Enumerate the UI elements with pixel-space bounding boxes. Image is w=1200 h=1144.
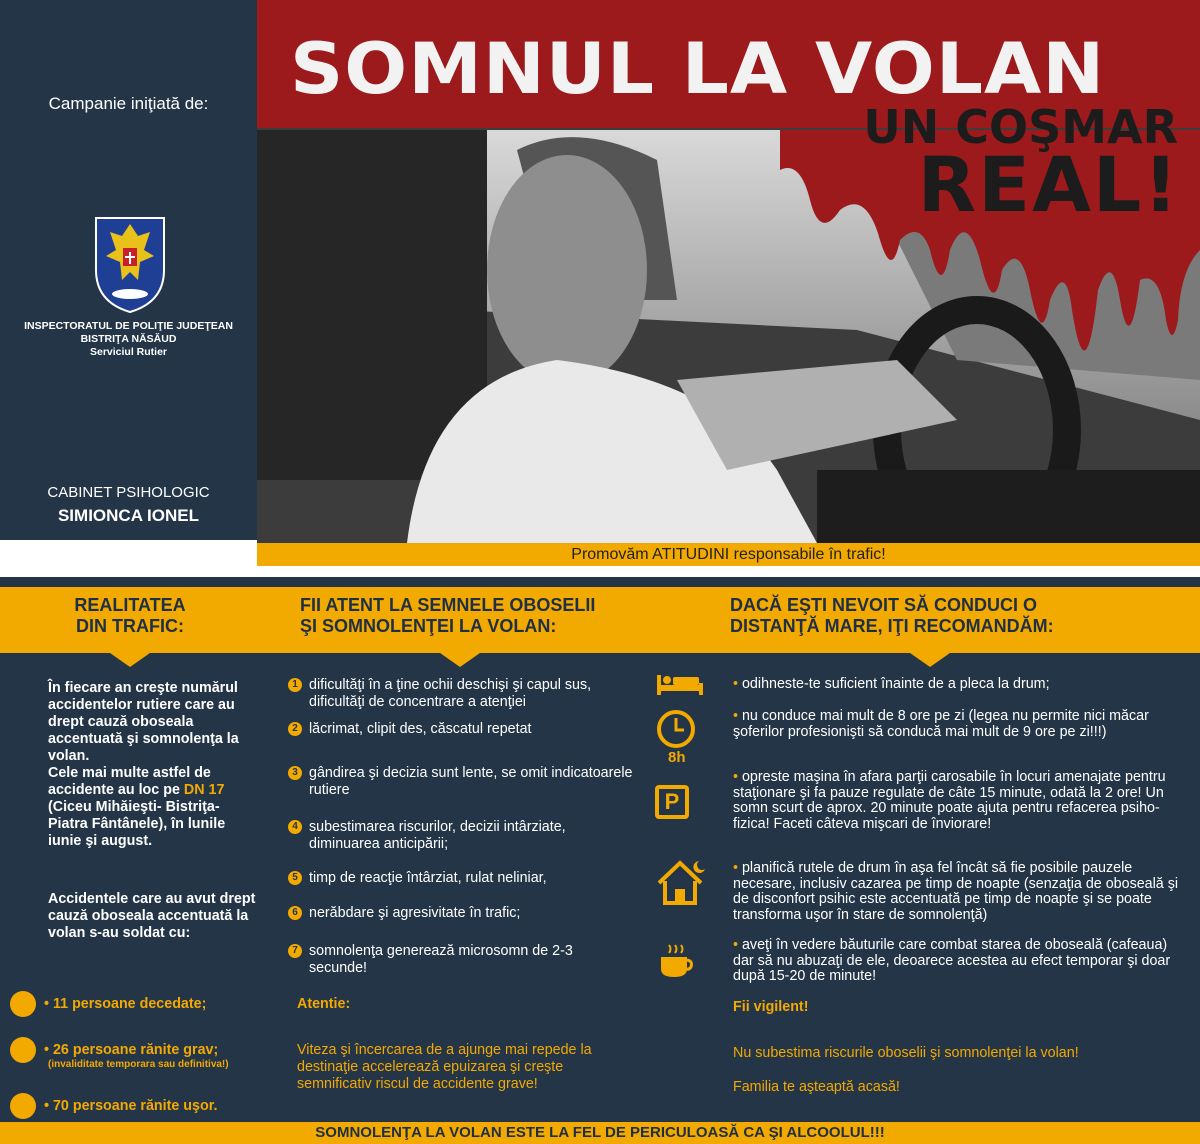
step-number: 2	[288, 722, 302, 736]
heading-arrow	[440, 653, 480, 667]
heading-recommendations: DACĂ EŞTI NEVOIT SĂ CONDUCI O DISTANŢĂ MARE, IŢI RECOMANDĂM:	[730, 595, 1054, 636]
recommendation-text: odihneste-te suficient înainte de a pleca la drum;	[741, 676, 1050, 692]
step-number: 6	[288, 906, 302, 920]
cabinet-name: SIMIONCA IONEL	[57, 506, 200, 525]
org-line-3: Serviciul Rutier	[89, 346, 168, 358]
parking-icon: P	[655, 785, 689, 819]
bullet: •	[733, 860, 742, 876]
poster-bottom	[0, 577, 1200, 1144]
fatigue-sign-item	[288, 765, 633, 799]
stat-deceased	[10, 991, 260, 1017]
coffee-icon	[655, 943, 695, 981]
bullet: •	[733, 937, 742, 953]
recommendation-item	[733, 770, 1188, 832]
campaign-label: Campanie iniţiată de:	[48, 94, 209, 113]
consequences-paragraph: Accidentele care au avut drept cauză oboseala accentuată la volan s-au soldat cu:	[48, 891, 256, 941]
recommendation-text: opreste maşina în afara parţii carosabile în locuri amenajate pentru staţionare şi fa pauze regulate de câte 15 minute, odată la 2 ore! Un somn scurt de aprox. 20 minute poate ajuta pentru refacerea psiho-fizica! Faceti câteva mişcari de înviorare!	[733, 769, 1166, 832]
heading-arrow	[910, 653, 950, 667]
title-line-1: SOMNUL LA VOLAN	[290, 28, 1106, 110]
organization-name	[0, 320, 257, 359]
step-number: 1	[288, 678, 302, 692]
poster-top	[0, 0, 1200, 566]
fatigue-sign-text: gândirea şi decizia sunt lente, se omit indicatoarele rutiere	[309, 765, 633, 798]
fatigue-sign-text: nerăbdare şi agresivitate în trafic;	[309, 905, 521, 921]
fatigue-sign-text: somnolenţa generează microsomn de 2-3 secunde!	[309, 943, 573, 976]
bullet: •	[733, 769, 742, 785]
step-number: 4	[288, 820, 302, 834]
reality-text-1: În fiecare an creşte numărul accidentelor rutiere care au drept cauză oboseala accentuată şi somnolenţa la volan.	[48, 680, 239, 764]
heading-reality: REALITATEA DIN TRAFIC:	[74, 595, 186, 636]
bullet: •	[733, 708, 742, 724]
attention-label: Atentie:	[297, 996, 351, 1012]
recommendation-text: planifică rutele de drum în aşa fel încât să fie posibile pauzele necesare, inclusiv cazarea pe timp de noapte (senzaţia de oboseală şi de disconfort psihic este accentuată pe timp de noapte şi se poate transforma uşor în stare de somnolenţă)	[733, 860, 1179, 923]
recommendation-text: nu conduce mai mult de 8 ore pe zi (legea nu permite nici măcar şoferilor profesionişti să conducă mai mult de 9 ore pe zi!!!)	[733, 708, 1149, 740]
attention-text: Viteza şi încercarea de a ajunge mai repede la destinaţie accelerează epuizarea şi creşte semnificativ riscul de accidente grave!	[297, 1042, 592, 1092]
stat-serious-note: (invaliditate temporara sau definitiva!)	[48, 1059, 229, 1070]
family-message: Familia te aşteaptă acasă!	[733, 1079, 900, 1095]
walking-injured-icon	[10, 1093, 36, 1119]
bed-icon	[655, 663, 705, 697]
recommendation-item	[733, 861, 1188, 923]
title-line-2: UN COŞMAR	[863, 100, 1178, 154]
step-number: 5	[288, 871, 302, 885]
fatigue-sign-item	[288, 721, 633, 738]
recommendation-item	[733, 709, 1188, 740]
stat-light-text: • 70 persoane rănite uşor.	[44, 1097, 218, 1114]
fatigue-sign-text: subestimarea riscurilor, decizii intârziate, diminuarea anticipării;	[309, 819, 566, 852]
recommendation-text: aveţi în vedere băuturile care combat starea de oboseală (cafeaua) dar să nu abuzaţi de ele, deoarece acestea au efect temporar şi doar după 15-20 de minute!	[733, 937, 1171, 984]
org-line-1: INSPECTORATUL DE POLIŢIE JUDEŢEAN	[24, 320, 233, 332]
stat-serious-text: • 26 persoane rănite grav;	[44, 1041, 219, 1058]
sponsor-panel	[0, 0, 257, 540]
fatigue-sign-item	[288, 870, 633, 887]
reality-paragraph	[48, 680, 256, 850]
heading-arrow	[110, 653, 150, 667]
bullet: •	[733, 676, 742, 692]
reality-text-3: (Ciceu Mihăieşti- Bistriţa- Piatra Fântânele), în lunile iunie şi august.	[48, 799, 226, 849]
reality-text-2: Cele mai multe astfel de accidente au loc pe	[48, 765, 211, 798]
title-line-3: REAL!	[917, 140, 1180, 229]
fatigue-sign-text: lăcrimat, clipit des, căscatul repetat	[309, 721, 532, 737]
footer-warning: SOMNOLENŢA LA VOLAN ESTE LA FEL DE PERICULOASĂ CA ŞI ALCOOLUL!!!	[0, 1122, 1200, 1144]
heading-signs: FII ATENT LA SEMNELE OBOSELII ŞI SOMNOLENŢEI LA VOLAN:	[300, 595, 596, 636]
home-night-icon	[655, 857, 705, 907]
deceased-person-icon	[10, 991, 36, 1017]
police-crest-icon	[92, 210, 168, 314]
road-highlight: DN 17	[183, 782, 225, 798]
org-line-2: BISTRIŢA NĂSĂUD	[80, 333, 177, 345]
stat-lightly-injured	[10, 1093, 260, 1119]
fatigue-sign-item	[288, 677, 633, 711]
step-number: 3	[288, 766, 302, 780]
cabinet-label: CABINET PSIHOLOGIC	[47, 484, 210, 501]
vigilant-text: Fii vigilent!	[733, 999, 809, 1015]
fatigue-sign-item	[288, 905, 633, 922]
stat-deceased-text: • 11 persoane decedate;	[44, 995, 207, 1012]
wheelchair-icon	[10, 1037, 36, 1063]
fatigue-sign-item	[288, 819, 633, 853]
promo-banner: Promovăm ATITUDINI responsabile în trafic!	[257, 543, 1200, 566]
step-number: 7	[288, 944, 302, 958]
recommendation-item	[733, 938, 1188, 985]
recommendation-item	[733, 677, 1188, 693]
fatigue-sign-text: timp de reacţie întârziat, rulat neliniar,	[309, 870, 547, 886]
warning-message: Nu subestima riscurile oboselii şi somnolenţei la volan!	[733, 1045, 1079, 1061]
fatigue-sign-item	[288, 943, 633, 977]
fatigue-sign-text: dificultăţi în a ţine ochii deschişi şi capul sus, dificultăţi de concentrare a atenţiei	[309, 677, 592, 710]
clock-label: 8h	[668, 749, 686, 766]
